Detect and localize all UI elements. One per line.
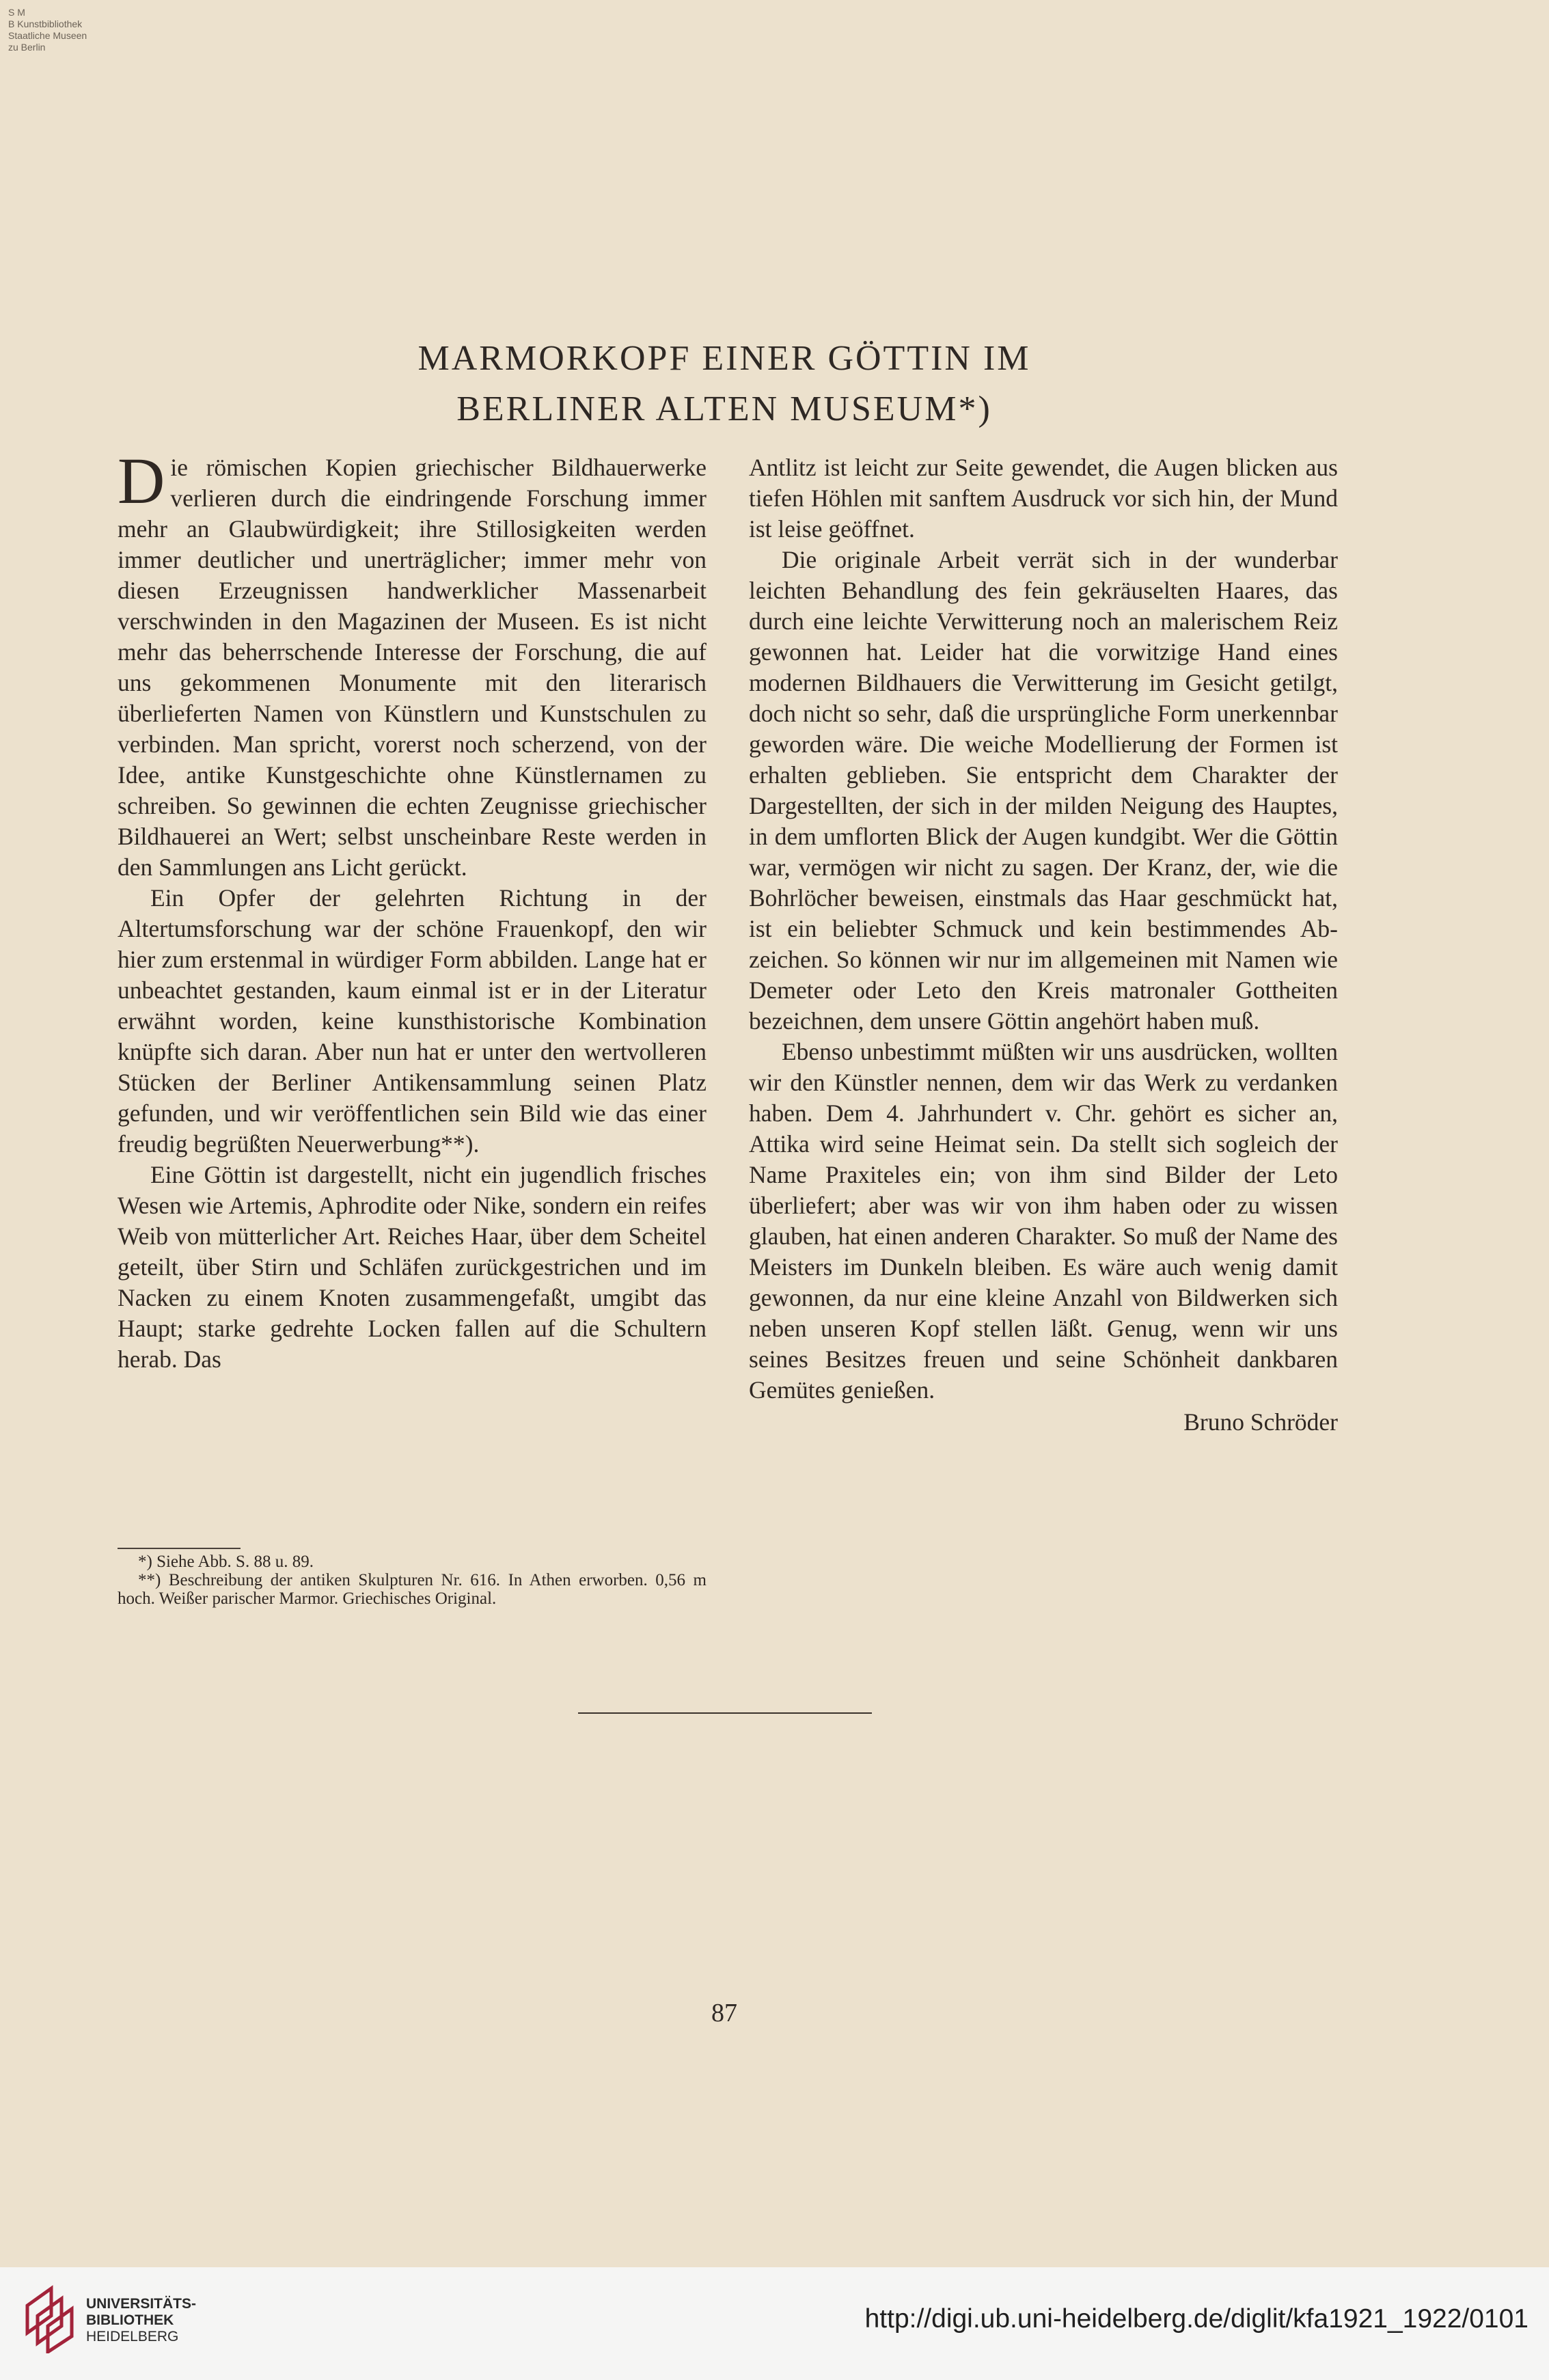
author-signature: Bruno Schröder [1183,1408,1338,1436]
library-name-line: BIBLIOTHEK [86,2312,174,2328]
library-logo-icon [20,2285,79,2353]
title-line-2: BERLINER ALTEN MUSEUM*) [456,389,992,428]
library-name-line: HEIDELBERG [86,2329,179,2344]
stamp-line: zu Berlin [8,42,46,53]
library-name-line: UNIVERSITÄTS- [86,2296,197,2312]
left-column [118,444,707,1375]
library-stamp [8,7,87,53]
footnote: **) Beschreibung der antiken Skulpturen Nr. 616. In Athen erworben. 0,56 m hoch. Weißer parischer Marmor. Griechisches Original. [118,1571,707,1608]
stamp-line: B Kunstbibliothek [8,18,83,29]
paragraph [118,444,707,883]
paragraph-text: ie römischen Kopien griechischer Bildhauerwerke verlieren durch die eindringende Forschung immer mehr an Glaubwürdigkeit; ihre Stillosigkeiten werden immer deutlicher und unerträglicher; immer mehr von diesen Erzeugnissen handwerklicher Massenarbeit verschwinden in den Magazinen der Museen. Es ist nicht mehr das beherrschende Interesse der Forschung, die auf uns gekommenen Monumente mit den literarisch überlieferten Namen von Künstlern und Kunstschulen zu verbinden. Man spricht, vorerst noch scherzend, von der Idee, antike Kunstgeschichte ohne Künstlernamen zu schreiben. So gewinnen die echten Zeugnisse griechischer Bildhauerei an Wert; selbst unscheinbare Reste werden in den Sammlungen ans Licht gerückt. [118,454,707,881]
source-url-link[interactable]: http://digi.ub.uni-heidelberg.de/diglit/kfa1921_1922/0101 [864,2304,1529,2334]
drop-cap: D [118,444,165,517]
page-number: 87 [711,1999,737,2027]
article-title [205,333,1244,435]
end-divider [578,1712,872,1714]
footnotes [118,1553,707,1608]
footnote: *) Siehe Abb. S. 88 u. 89. [138,1553,314,1571]
paragraph: Antlitz ist leicht zur Seite gewendet, die Augen blicken aus tiefen Höhlen mit sanftem Ausdruck vor sich hin, der Mund ist leise geöffnet. [749,454,1338,543]
library-name [86,2296,196,2345]
paragraph: Eine Göttin ist dargestellt, nicht ein jugendlich frisches Wesen wie Artemis, Aphrodite oder Nike, sondern ein reifes Weib von mütterlicher Art. Reiches Haar, über dem Scheitel geteilt, über Stirn und Schläfen zurückgestrichen und im Nacken zu einem Knoten zusammengefaßt, umgibt das Haupt; starke gedrehte Locken fallen auf die Schultern herab. Das [118,1161,707,1373]
footer-bar [0,2267,1549,2380]
stamp-line: S M [8,7,25,18]
paragraph: Ebenso unbestimmt müßten wir uns ausdrücken, wollten wir den Künstler nennen, dem wir das Werk zu verdanken haben. Dem 4. Jahrhundert v. Chr. gehört es sicher an, Attika wird seine Heimat sein. Da stellt sich sogleich der Name Praxiteles ein; von ihm sind Bilder der Leto überliefert; aber was wir von ihm haben oder zu wissen glauben, hat einen anderen Charakter. So muß der Name des Meisters im Dunkeln bleiben. Es wäre auch wenig damit gewonnen, da nur eine kleine Anzahl von Bildwerken sich neben unseren Kopf stellen läßt. Genug, wenn wir uns seines Besitzes freuen und seine Schönheit dankbaren Gemütes genießen. [749,1038,1338,1404]
paragraph: Ein Opfer der gelehrten Richtung in der Altertumsforschung war der schöne Frauenkopf, den wir hier zum erstenmal in würdiger Form abbilden. Lange hat er unbeachtet gestanden, kaum einmal ist er in der Literatur erwähnt worden, keine kunsthistorische Kombination knüpfte sich daran. Aber nun hat er unter den wertvolleren Stücken der Berliner Antikensammlung seinen Platz gefunden, und wir veröffentlichen sein Bild wie das einer freudig begrüßten Neuerwerbung**). [118,884,707,1158]
title-line-1: MARMORKOPF EINER GÖTTIN IM [417,339,1031,378]
stamp-line: Staatliche Museen [8,30,87,41]
right-column [749,452,1338,1438]
footnote-divider [118,1548,241,1549]
paragraph: Die originale Arbeit verrät sich in der wunderbar leichten Behandlung des fein gekräuselten Haares, das durch eine leichte Verwitterung noch an malerischem Reiz gewonnen hat. Leider hat die vorwitzige Hand eines modernen Bildhauers die Verwitterung im Gesicht getilgt, doch nicht so sehr, daß die ursprüngliche Form unerkennbar geworden wäre. Die weiche Modellierung der Formen ist erhalten geblieben. Sie entspricht dem Charakter der Dargestellten, der sich in der milden Neigung des Hauptes, in dem umflorten Blick der Augen kundgibt. Wer die Göttin war, vermögen wir nicht zu sagen. Der Kranz, der, wie die Bohrlöcher beweisen, einstmals das Haar geschmückt hat, ist ein beliebter Schmuck und kein bestimmendes Abzeichen. So können wir nur im allgemeinen mit Namen wie Demeter oder Leto den Kreis matronaler Gottheiten bezeichnen, dem unsere Göttin angehört haben muß. [749,546,1338,1035]
